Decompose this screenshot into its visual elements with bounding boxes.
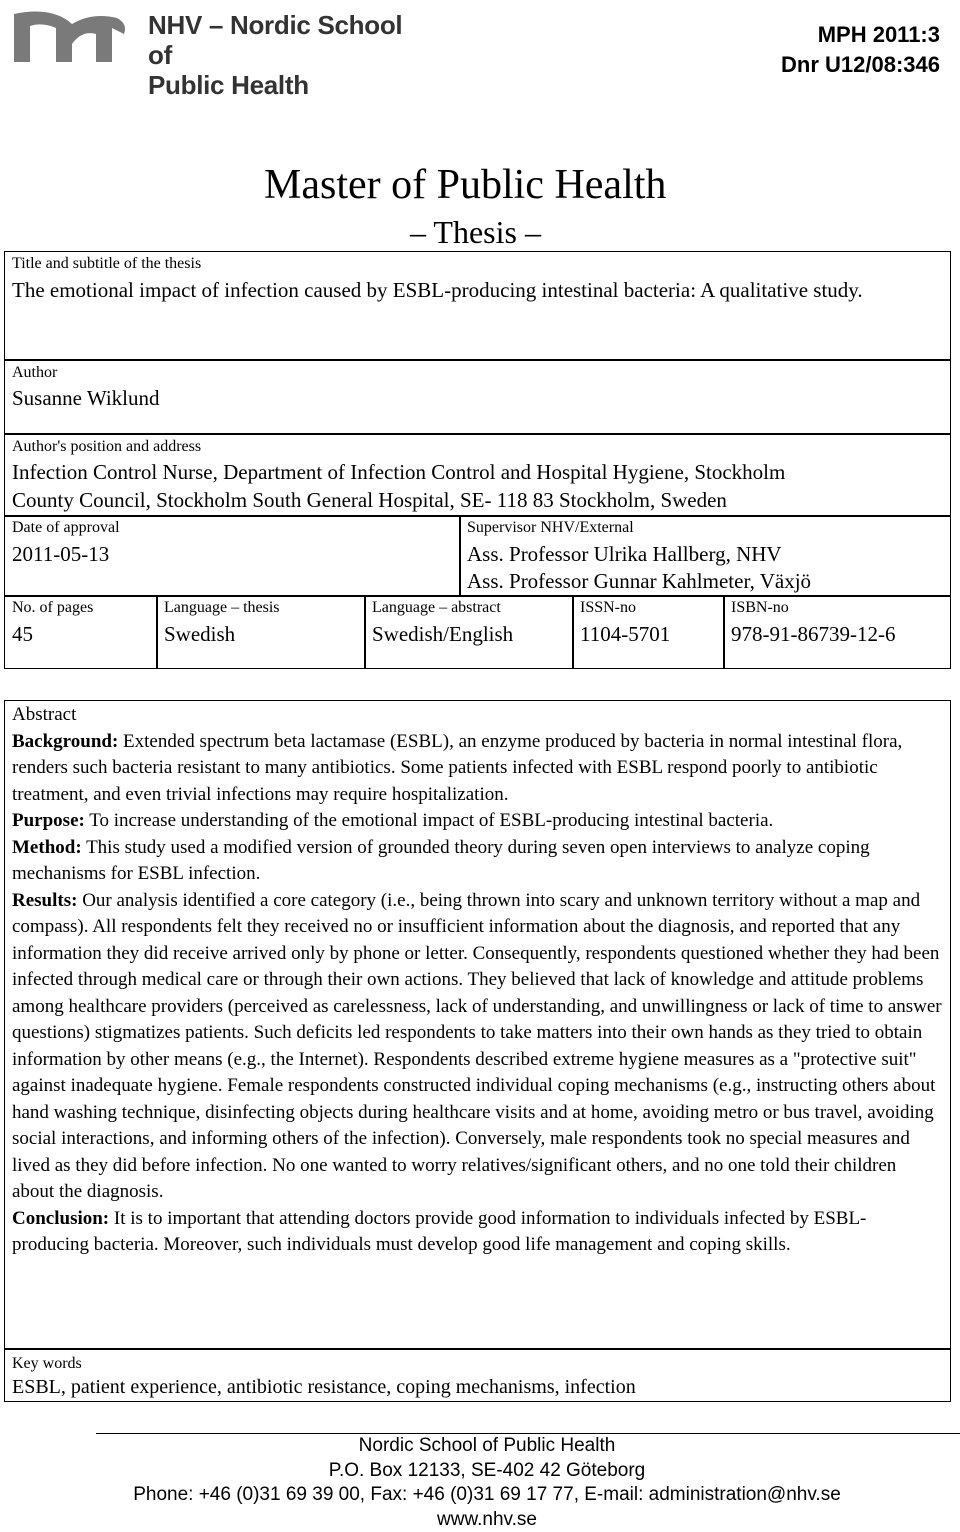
report-number: MPH 2011:3: [781, 20, 940, 50]
info-label: ISSN-no: [580, 598, 636, 618]
background-text: Extended spectrum beta lactamase (ESBL), an enzyme produced by bacteria in normal intestinal flora, renders such bacteria resistant to many antibiotics. Some patients infected with ESBL respond poorly to antibiotic treatment, and even trivial infections may require hospitalization.: [12, 731, 902, 805]
nhv-logo-icon: [12, 4, 132, 66]
abstract-conclusion: [12, 1206, 943, 1259]
purpose-text: To increase understanding of the emotional impact of ESBL-producing intestinal bacteria.: [85, 810, 773, 831]
document-code: [781, 20, 940, 80]
thesis-title-value: The emotional impact of infection caused by ESBL-producing intestinal bacteria: A qualitative study.: [12, 276, 912, 305]
info-label: ISBN-no: [731, 598, 789, 618]
supervisor-label: Supervisor NHV/External: [467, 518, 634, 538]
abstract-background: [12, 729, 943, 809]
info-value: 45: [12, 620, 33, 648]
method-heading: Method:: [12, 837, 82, 858]
thesis-title-box: [4, 251, 951, 361]
results-text: Our analysis identified a core category (i.e., being thrown into scary and unknown territory without a map and compass). All respondents felt they received no or insufficient information about the diagnosis, and reported that any information they did receive arrived only by phone or letter. Consequently, respondents questioned whether they had been infected through medical care or through their own actions. They believed that lack of knowledge and attitude problems among healthcare providers (perceived as carelessness, lack of understanding, and unwillingness or lack of time to answer questions) stigmatizes patients. Such deficits led respondents to take matters into their own hands as they tried to obtain information by other means (e.g., the Internet). Respondents described extreme hygiene measures as a "protective suit" against inadequate hygiene. Female respondents constructed individual coping mechanisms (e.g., instructing others about hand washing technique, disinfecting objects during healthcare visits and at home, avoiding metro or bus travel, avoiding social interactions, and informing others of the infection). Conversely, male respondents took no special measures and lived as they did before infection. No one wanted to worry relatives/significant others, and no one told their children about the diagnosis.: [12, 890, 942, 1203]
registration-number: Dnr U12/08:346: [781, 50, 940, 80]
footer-address: P.O. Box 12133, SE-402 42 Göteborg: [7, 1459, 960, 1484]
abstract-box: [4, 700, 951, 1350]
author-box: [4, 359, 951, 435]
footer-website: www.nhv.se: [7, 1508, 960, 1532]
info-label: No. of pages: [12, 598, 93, 618]
info-issn-box: [572, 595, 725, 669]
supervisor-box: [459, 515, 951, 597]
approval-date: 2011-05-13: [12, 540, 109, 568]
method-text: This study used a modified version of grounded theory during seven open interviews to analyze coping mechanisms for ESBL infection.: [12, 837, 870, 885]
abstract-method: [12, 835, 943, 888]
thesis-title-label: Title and subtitle of the thesis: [12, 254, 201, 274]
logo-line-2: Public Health: [148, 70, 412, 100]
footer-contact: Phone: +46 (0)31 69 39 00, Fax: +46 (0)31 69 17 77, E-mail: administration@nhv.se: [7, 1483, 960, 1508]
author-label: Author: [12, 363, 57, 383]
purpose-heading: Purpose:: [12, 810, 85, 831]
nhv-logo: [12, 4, 412, 66]
logo-line-1: NHV – Nordic School of: [148, 10, 412, 70]
info-label: Language – thesis: [164, 598, 280, 618]
results-heading: Results:: [12, 890, 77, 911]
supervisor-2: Ass. Professor Gunnar Kahlmeter, Växjö: [467, 567, 811, 595]
info-value: 1104-5701: [580, 620, 670, 648]
footer: [0, 1434, 960, 1532]
footer-institution: Nordic School of Public Health: [7, 1434, 960, 1459]
info-value: Swedish/English: [372, 620, 513, 648]
author-position-label: Author's position and address: [12, 437, 201, 457]
author-name: Susanne Wiklund: [12, 384, 160, 412]
conclusion-text: It is to important that attending doctors provide good information to individuals infected by ESBL-producing bacteria. Moreover, such individuals must develop good life management and coping skills.: [12, 1208, 866, 1256]
info-label: Language – abstract: [372, 598, 501, 618]
info-pages-box: [4, 595, 158, 669]
info-isbn-box: [723, 595, 951, 669]
approval-box: [4, 515, 461, 597]
author-position-line-2: County Council, Stockholm South General Hospital, SE- 118 83 Stockholm, Sweden: [12, 486, 727, 514]
author-position-box: [4, 433, 951, 517]
info-language-abstract-box: [364, 595, 574, 669]
page-subtitle: – Thesis –: [410, 212, 541, 252]
info-value: Swedish: [164, 620, 235, 648]
keywords-value: ESBL, patient experience, antibiotic resistance, coping mechanisms, infection: [12, 1374, 636, 1400]
info-value: 978-91-86739-12-6: [731, 620, 895, 648]
abstract-purpose: [12, 808, 943, 835]
conclusion-heading: Conclusion:: [12, 1208, 109, 1229]
keywords-box: [4, 1348, 951, 1402]
logo-wordmark: [148, 10, 412, 100]
author-position-line-1: Infection Control Nurse, Department of Infection Control and Hospital Hygiene, Stockholm: [12, 458, 785, 486]
info-language-thesis-box: [156, 595, 366, 669]
supervisor-1: Ass. Professor Ulrika Hallberg, NHV: [467, 540, 782, 568]
abstract-label: Abstract: [12, 702, 943, 729]
keywords-label: Key words: [12, 1354, 82, 1374]
approval-label: Date of approval: [12, 518, 120, 538]
background-heading: Background:: [12, 731, 118, 752]
page-title: Master of Public Health: [264, 160, 666, 210]
abstract-results: [12, 888, 943, 1206]
